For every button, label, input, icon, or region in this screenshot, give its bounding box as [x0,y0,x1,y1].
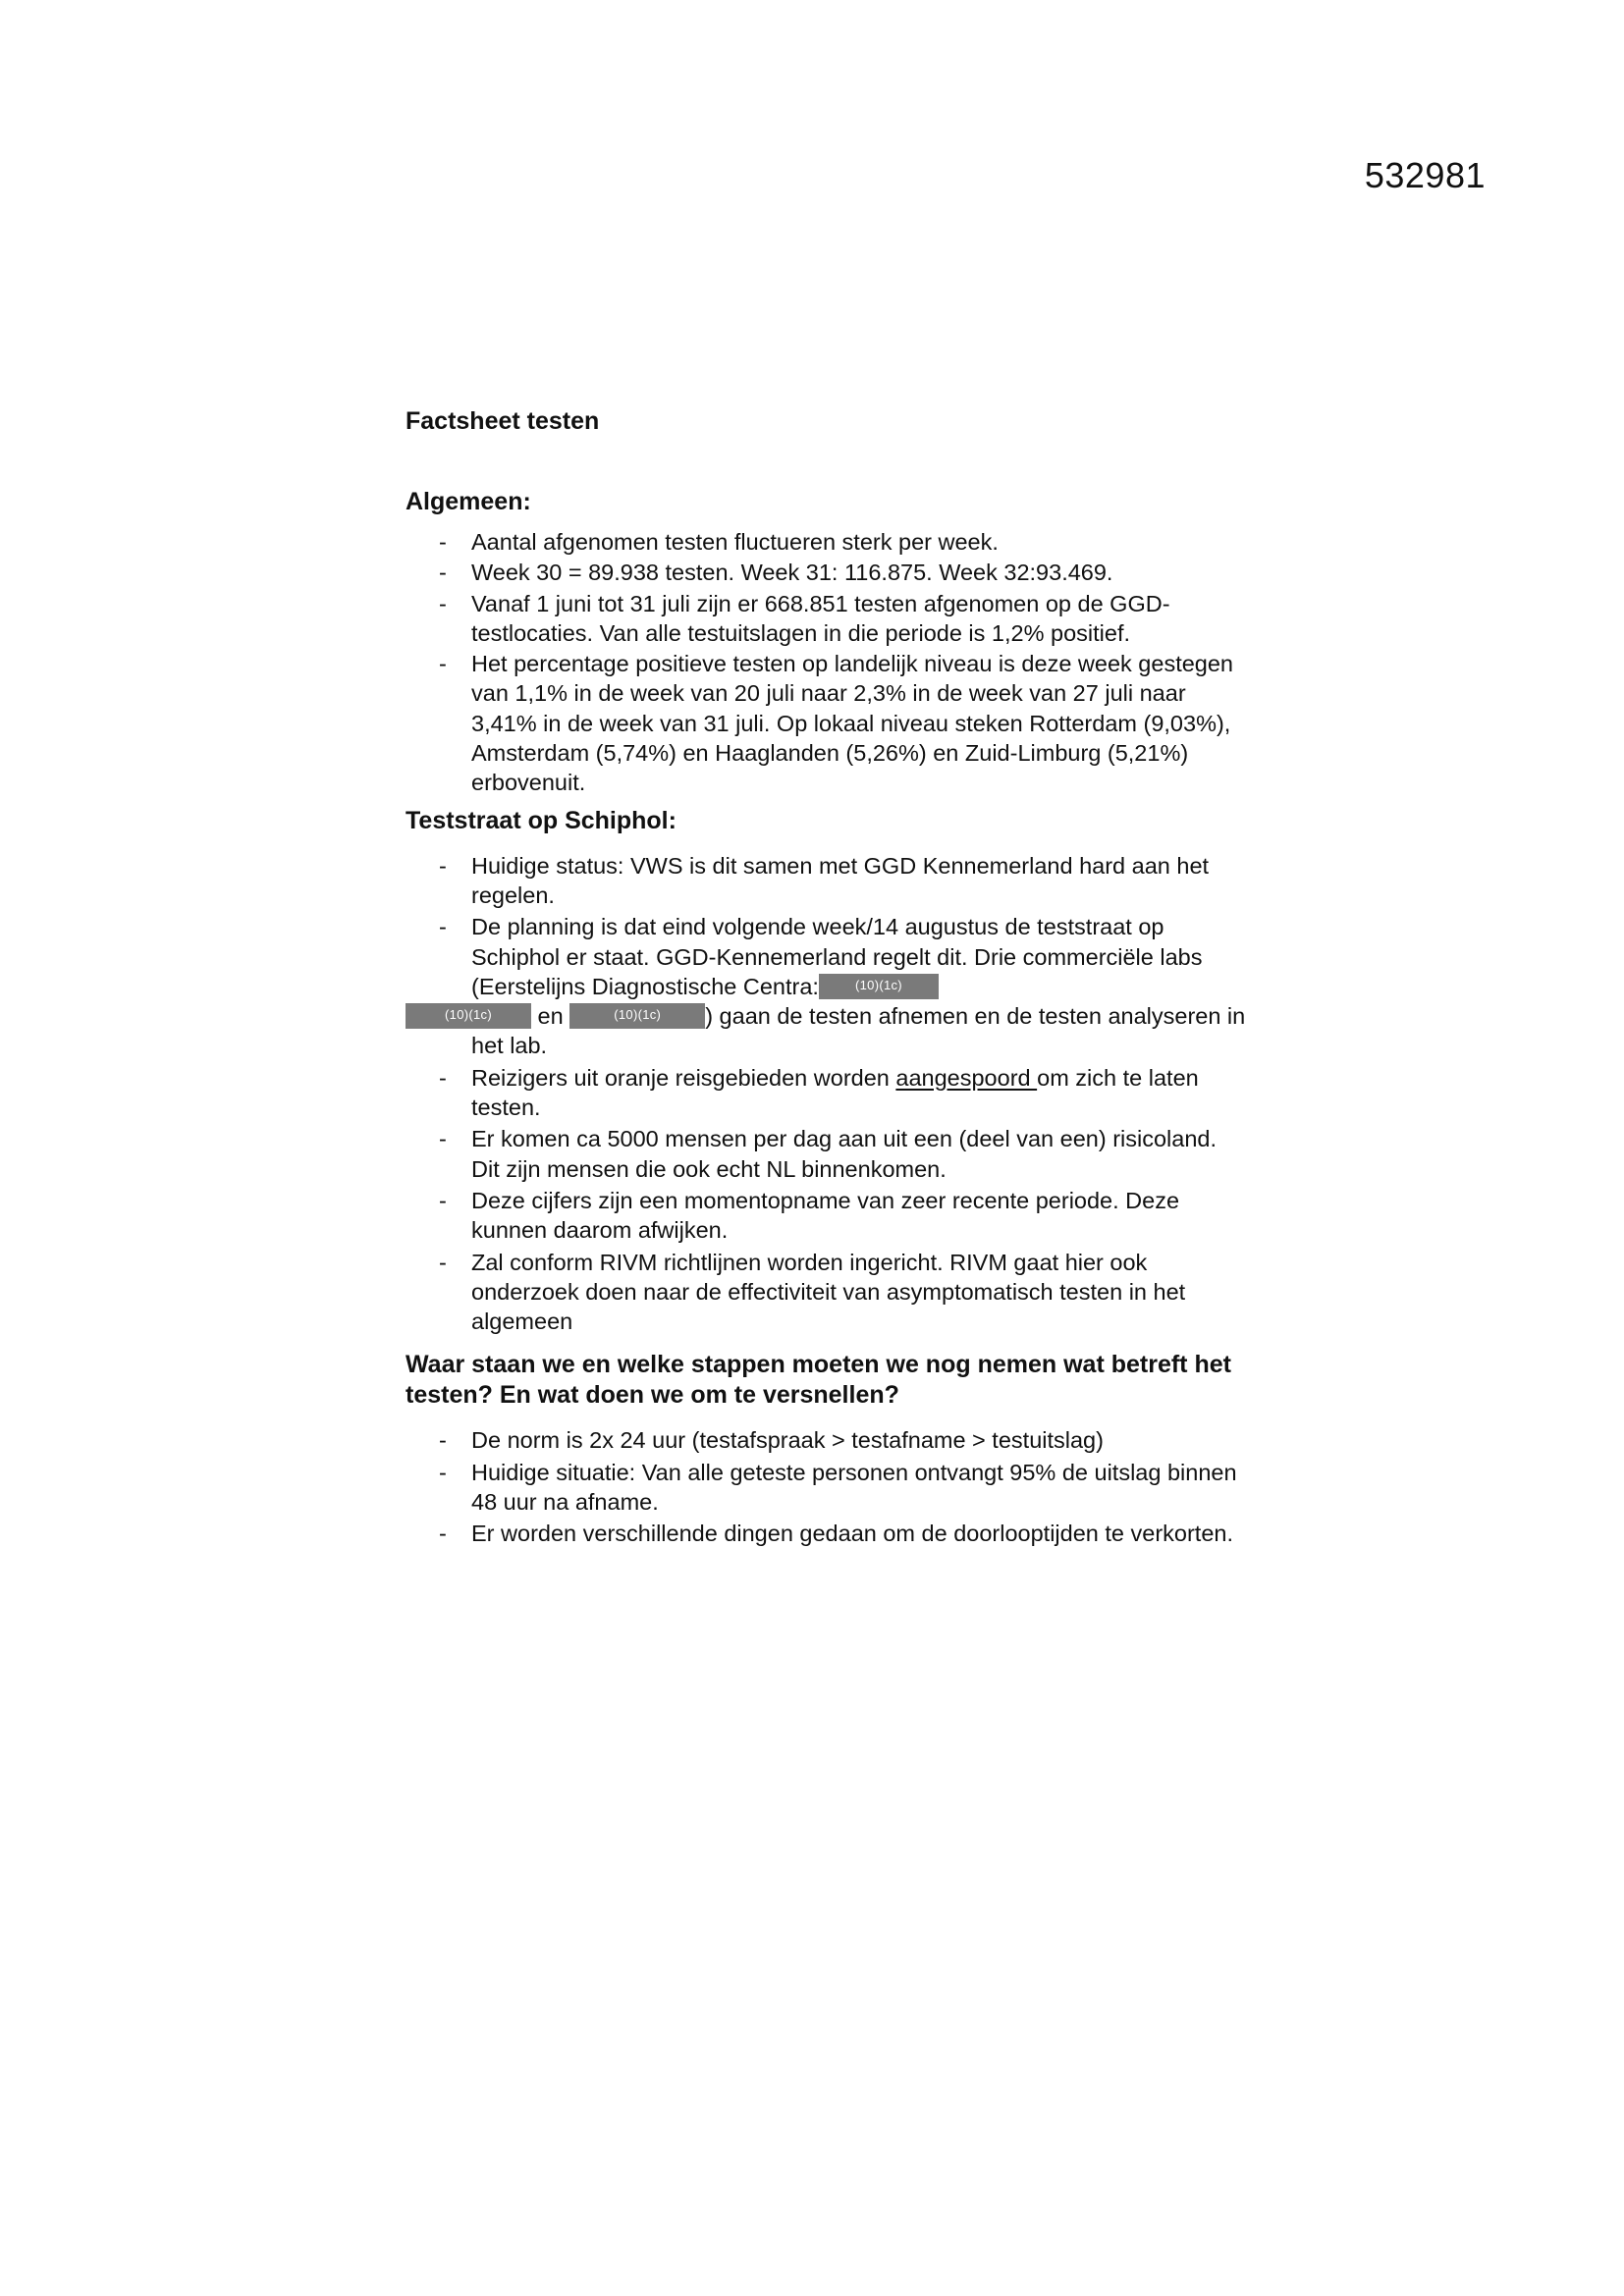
bullet-dash: - [439,590,447,616]
list-item: - Reizigers uit oranje reisgebieden worden aangespoord om zich te laten testen. [439,1064,1199,1121]
bullet-dash: - [439,1249,447,1275]
list-item: - Er worden verschillende dingen gedaan om de doorlooptijden te verkorten. [406,1519,1250,1548]
list-item: - Het percentage positieve testen op landelijk niveau is deze week gestegen van 1,1% in de week van 20 juli naar 2,3% in de week van 27 juli naar 3,41% in de week van 31 juli. Op lokaal niveau steken Rotterdam (9,03%), Amsterdam (5,74%) en Haaglanden (5,26%) en Zuid-Limburg (5,21%) erbovenuit. [439,651,1234,796]
bullet-dash: - [439,560,447,586]
bullet-dash: - [439,529,447,555]
document-title: Factsheet testen [406,407,600,435]
waar-staan-we-list [406,1425,1250,1548]
bullet-dash: - [439,1064,447,1091]
list-item: - Er komen ca 5000 mensen per dag aan uit een (deel van een) risicoland. Dit zijn mensen die ook echt NL binnenkomen. [439,1126,1217,1182]
list-item: - Vanaf 1 juni tot 31 juli zijn er 668.851 testen afgenomen op de GGD-testlocaties. Van alle testuitslagen in die periode is 1,2% positief. [439,590,1170,646]
underlined-text: aangespoord [895,1064,1038,1091]
list-item: - De planning is dat eind volgende week/14 augustus de teststraat op Schiphol er staat. GGD-Kennemerland regelt dit. Drie commerciële labs (Eerstelijns Diagnostische Centra: (10)(1c) (10)(1c) en (10)(1c) ) gaan de testen afnemen en de testen analyseren in het lab. [406,912,1250,1060]
bullet-dash: - [439,651,447,677]
section-heading-waar-staan-we: Waar staan we en welke stappen moeten we nog nemen wat betreft het testen? En wat doen we om te versnellen? [406,1351,1231,1410]
bullet-dash: - [439,914,447,940]
redaction-box: (10)(1c) [406,1003,531,1029]
list-item: - Aantal afgenomen testen fluctueren sterk per week. [406,527,1250,557]
bullet-dash: - [439,1427,447,1454]
bullet-dash: - [439,1126,447,1152]
section-heading-schiphol: Teststraat op Schiphol: [406,806,677,834]
document-number: 532981 [1364,155,1486,195]
bullet-dash: - [439,852,447,879]
list-item: - De norm is 2x 24 uur (testafspraak > testafname > testuitslag) [406,1425,1250,1455]
bullet-dash: - [439,1521,447,1547]
list-item: - Huidige situatie: Van alle geteste personen ontvangt 95% de uitslag binnen 48 uur na afname. [439,1459,1237,1516]
list-item: - Huidige status: VWS is dit samen met GGD Kennemerland hard aan het regelen. [439,852,1210,908]
document-body [406,400,1250,1551]
section-heading-algemeen: Algemeen: [406,488,531,515]
algemeen-list [406,527,1250,798]
list-item: - Zal conform RIVM richtlijnen worden ingericht. RIVM gaat hier ook onderzoek doen naar de effectiviteit van asymptomatisch testen in het algemeen [439,1249,1186,1335]
bullet-dash: - [439,1459,447,1485]
schiphol-list [406,851,1250,1337]
redaction-box: (10)(1c) [819,974,939,999]
redaction-box: (10)(1c) [569,1003,705,1029]
list-item: - Week 30 = 89.938 testen. Week 31: 116.875. Week 32:93.469. [406,558,1250,587]
list-item: - Deze cijfers zijn een momentopname van zeer recente periode. Deze kunnen daarom afwijken. [439,1187,1180,1244]
bullet-dash: - [439,1187,447,1213]
